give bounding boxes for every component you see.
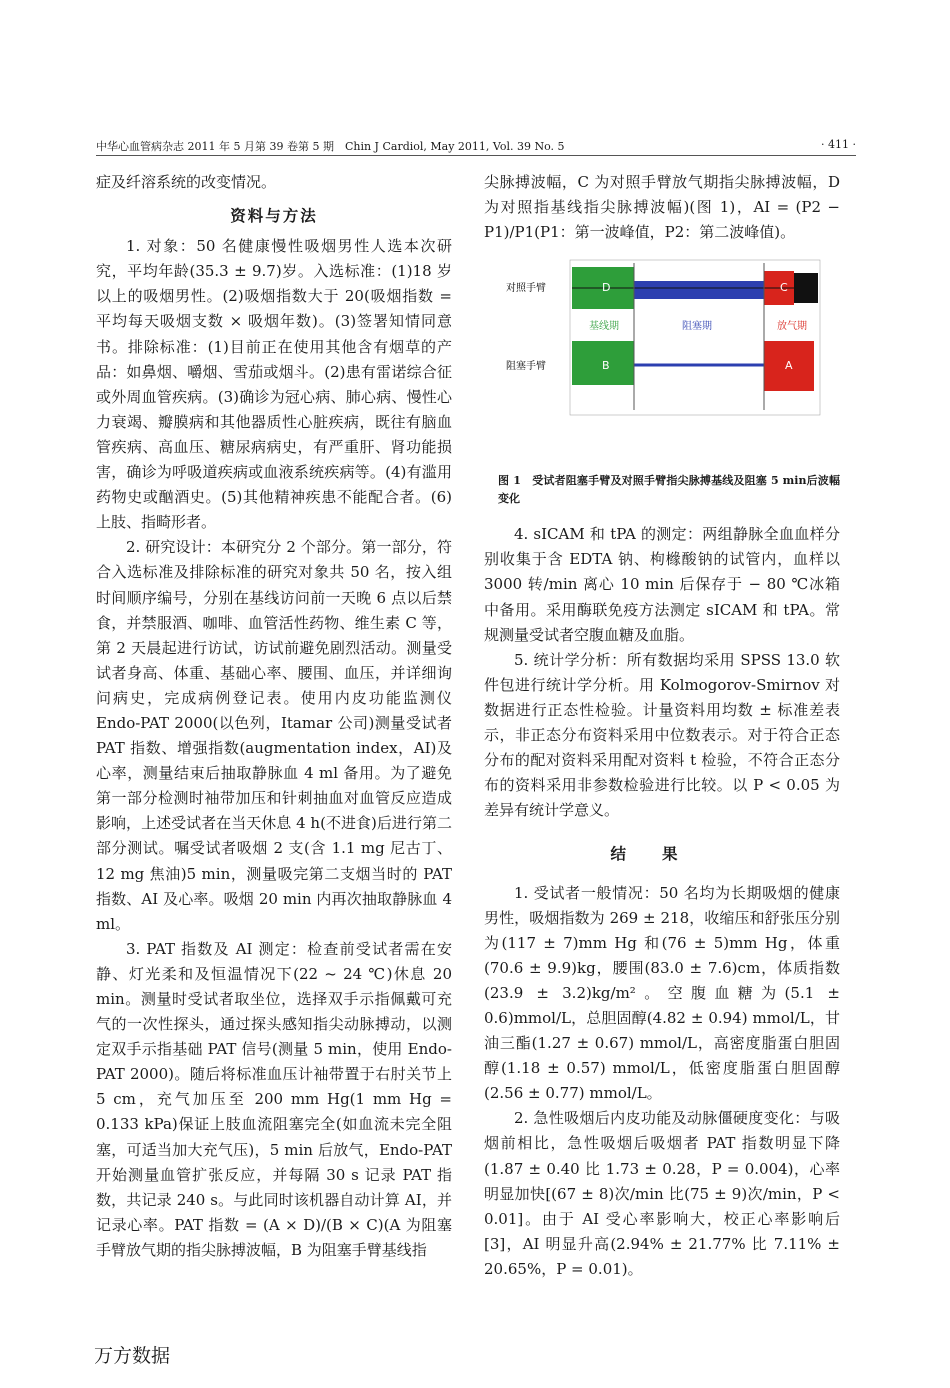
pat-waveform-figure xyxy=(492,255,832,470)
baseline-phase-label: 基线期 xyxy=(589,321,619,333)
endothelial-results-paragraph: 2. 急性吸烟后内皮功能及动脉僵硬度变化：与吸烟前相比，急性吸烟后吸烟者 PAT 指数明显下降(1.87 ± 0.40 比 1.73 ± 0.28，P = 0.004)，心率明显加快[(67 ± 8)次/min 比(75 ± 9)次/min，P < 0.01]。由于 AI 受心率影响大，校正心率影响后[3]，AI 明显升高(2.94% ± 21.77% 比 7.11% ± 20.65%，P = 0.01)。 xyxy=(484,1109,840,1278)
letter-c: C xyxy=(780,281,788,295)
occluded-arm-label: 阻塞手臂 xyxy=(506,361,546,373)
journal-citation: 中华心血管病杂志 2011 年 5 月第 39 卷第 5 期 Chin J Cardiol, May 2011, Vol. 39 No. 5 xyxy=(96,140,565,153)
sicam-tpa-paragraph: 4. sICAM 和 tPA 的测定：两组静脉全血血样分别收集于含 EDTA 钠、枸橼酸钠的试管内，血样以 3000 转/min 离心 10 min 后保存于 − 80 ℃冰箱中备用。采用酶联免疫方法测定 sICAM 和 tPA。常规测量受试者空腹血糖及血脂。 xyxy=(484,525,840,644)
deflation-phase-label: 放气期 xyxy=(777,321,807,333)
letter-d: D xyxy=(602,281,611,295)
figure-caption: 图 1 受试者阻塞手臂及对照手臂指尖脉搏基线及阻塞 5 min后波幅变化 xyxy=(498,474,840,506)
statistics-paragraph: 5. 统计学分析：所有数据均采用 SPSS 13.0 软件包进行统计学分析。用 Kolmogorov-Smirnov 对数据进行正态性检验。计量资料用均数 ± 标准差表示，非正态分布资料采用中位数表示。对于符合正态分布的配对资料采用配对资料 t 检验，不符合正态分布的资料采用非参数检验进行比较。以 P < 0.05 为差异有统计学意义。 xyxy=(484,650,840,820)
page-number: · 411 · xyxy=(821,138,856,151)
results-heading: 结果 xyxy=(610,844,714,864)
figure-1 xyxy=(492,255,832,470)
pat-measurement-paragraph: 3. PAT 指数及 AI 测定：检查前受试者需在安静、灯光柔和及恒温情况下(22 ~ 24 ℃)休息 20 min。测量时受试者取坐位，选择双手示指佩戴可充气的一次性探头，通过探头感知指尖动脉搏动，以测定双手示指基础 PAT 信号(测量 5 min，使用 Endo-PAT 2000)。随后将标准血压计袖带置于右肘关节上 5 cm，充气加压至 200 mm Hg(1 mm Hg = 0.133 kPa)保证上肢血流阻塞完全(如血流未完全阻塞，可适当加大充气压)，5 min 后放气，Endo-PAT 开始测量血管扩张反应，并每隔 30 s 记录 PAT 指数，共记录 240 s。与此同时该机器自动计算 AI，并记录心率。PAT 指数 = (A × D)/(B × C)(A 为阻塞手臂放气期的指尖脉搏波幅，B 为阻塞手臂基线指 xyxy=(96,939,452,1259)
watermark: 万方数据 xyxy=(94,1345,171,1367)
occlusion-phase-label: 阻塞期 xyxy=(682,321,712,333)
continued-paragraph: 尖脉搏波幅，C 为对照手臂放气期指尖脉搏波幅，D 为对照指基线指尖脉搏波幅)(图 1)，AI = (P2 − P1)/P1(P1：第一波峰值，P2：第二波峰值)。 xyxy=(484,173,840,242)
control-arm-label: 对照手臂 xyxy=(506,283,546,295)
right-column xyxy=(484,170,840,1282)
letter-b: B xyxy=(602,359,610,373)
design-paragraph: 2. 研究设计：本研究分 2 个部分。第一部分，符合入选标准及排除标准的研究对象共 50 名，按入组时间顺序编号，分别在基线访问前一天晚 6 点以后禁食，并禁服酒、咖啡、血管活性药物、维生素 C 等，第 2 天晨起进行访试，访试前避免剧烈活动。测量受试者身高、体重、基础心率、腰围、血压，并详细询问病史，完成病例登记表。使用内皮功能监测仪 Endo-PAT 2000(以色列，Itamar 公司)测量受试者 PAT 指数、增强指数(augmentation index，AI)及心率，测量结束后抽取静脉血 4 ml 备用。为了避免第一部分检测时袖带加压和针刺抽血对血管反应造成影响，上述受试者在当天休息 4 h(不进食)后进行第二部分测试。嘱受试者吸烟 2 支(含 1.1 mg 尼古丁、12 mg 焦油)5 min，测量吸完第二支烟当时的 PAT 指数、AI 及心率。吸烟 20 min 内再次抽取静脉血 4 ml。 xyxy=(96,538,452,933)
subjects-paragraph: 1. 对象：50 名健康慢性吸烟男性人选本次研究，平均年龄(35.3 ± 9.7)岁。入选标准：(1)18 岁以上的吸烟男性。(2)吸烟指数大于 20(吸烟指数 = 平均每天吸烟支数 × 吸烟年数)。(3)签署知情同意书。排除标准：(1)目前正在使用其他含有烟草的产品：如鼻烟、嚼烟、雪茄或烟斗。(2)患有雷诺综合征或外周血管疾病。(3)确诊为冠心病、肺心病、慢性心力衰竭、瓣膜病和其他器质性心脏疾病，既往有脑血管疾病、高血压、糖尿病病史，有严重肝、肾功能损害，确诊为呼吸道疾病或血液系统疾病等。(4)有滥用药物史或酗酒史。(5)其他精神疾患不能配合者。(6)上肢、指畸形者。 xyxy=(96,237,452,532)
general-results-paragraph: 1. 受试者一般情况：50 名均为长期吸烟的健康男性，吸烟指数为 269 ± 218，收缩压和舒张压分别为(117 ± 7)mm Hg 和(76 ± 5)mm Hg，体重(70.6 ± 9.9)kg，腰围(83.0 ± 7.6)cm，体质指数(23.9 ± 3.2)kg/m²。空腹血糖为(5.1 ± 0.6)mmol/L，总胆固醇(4.82 ± 0.94) mmol/L，甘油三酯(1.27 ± 0.67) mmol/L，高密度脂蛋白胆固醇(1.18 ± 0.57) mmol/L，低密度脂蛋白胆固醇(2.56 ± 0.77) mmol/L。 xyxy=(484,883,840,1103)
left-column xyxy=(96,170,452,1263)
intro-fragment: 症及纤溶系统的改变情况。 xyxy=(96,173,277,191)
running-header xyxy=(96,138,856,156)
control-occlusion-band xyxy=(634,281,764,299)
methods-heading: 资料与方法 xyxy=(230,206,318,226)
letter-a: A xyxy=(785,359,793,373)
